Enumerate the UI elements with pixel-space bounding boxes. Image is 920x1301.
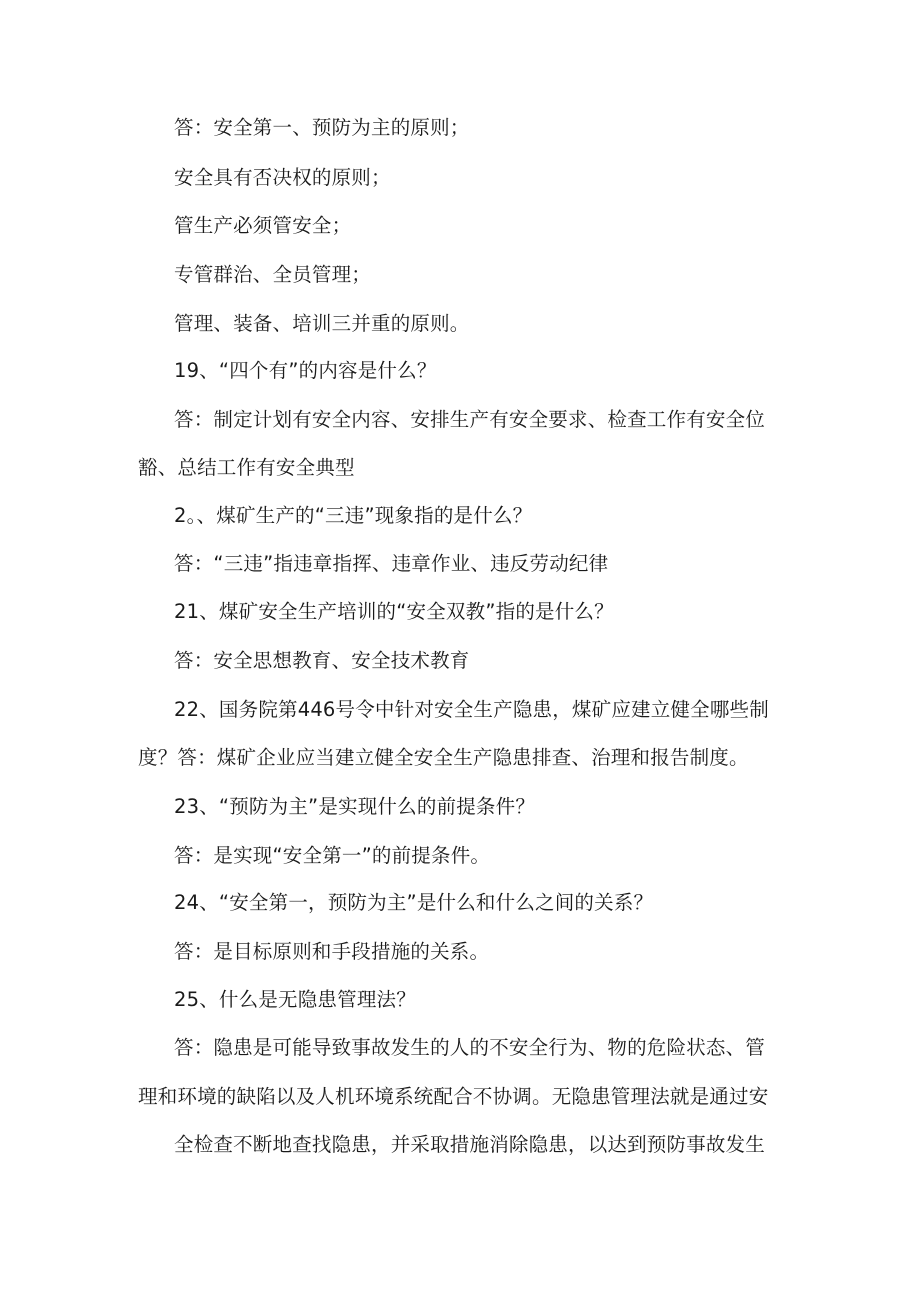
answer-25-line-1: 答：隐患是可能导致事故发生的人的不安全行为、物的危险状态、管 [174, 1036, 766, 1059]
question-22-line-1: 22、国务院第446号令中针对安全生产隐患，煤矿应建立健全哪些制 [174, 698, 769, 721]
answer-18-line-5: 管理、装备、培训三并重的原则。 [174, 312, 470, 335]
answer-21: 答：安全思想教育、安全技术教育 [174, 649, 470, 672]
answer-18-line-1: 答：安全第一、预防为主的原则； [174, 116, 470, 139]
answer-18-line-2: 安全具有否决权的原则； [174, 166, 391, 189]
answer-18-line-4: 专管群治、全员管理； [174, 263, 372, 286]
question-19: 19、“四个有”的内容是什么？ [174, 359, 437, 382]
answer-25-line-3: 全检查不断地查找隐患，并采取措施消除隐患，以达到预防事故发生 [174, 1133, 766, 1156]
question-20: 2。、煤矿生产的“三违”现象指的是什么？ [174, 504, 533, 527]
answer-23: 答：是实现“安全第一”的前提条件。 [174, 844, 491, 867]
answer-20: 答：“三违”指违章指挥、违章作业、违反劳动纪律 [174, 552, 609, 575]
answer-18-line-3: 管生产必须管安全； [174, 214, 352, 237]
answer-19-line-1: 答：制定计划有安全内容、安排生产有安全要求、检查工作有安全位 [174, 408, 766, 431]
question-23: 23、“预防为主”是实现什么的前提条件？ [174, 795, 536, 818]
question-22-line-2: 度？答：煤矿企业应当建立健全安全生产隐患排查、治理和报告制度。 [138, 746, 749, 769]
answer-19-line-2: 豁、总结工作有安全典型 [138, 456, 355, 479]
question-24: 24、“安全第一，预防为主”是什么和什么之间的关系？ [174, 891, 654, 914]
question-25: 25、什么是无隐患管理法？ [174, 988, 416, 1011]
answer-24: 答：是目标原则和手段措施的关系。 [174, 940, 490, 963]
question-21: 21、煤矿安全生产培训的“安全双教”指的是什么？ [174, 600, 614, 623]
answer-25-line-2: 理和环境的缺陷以及人机环境系统配合不协调。无隐患管理法就是通过安 [138, 1085, 769, 1108]
